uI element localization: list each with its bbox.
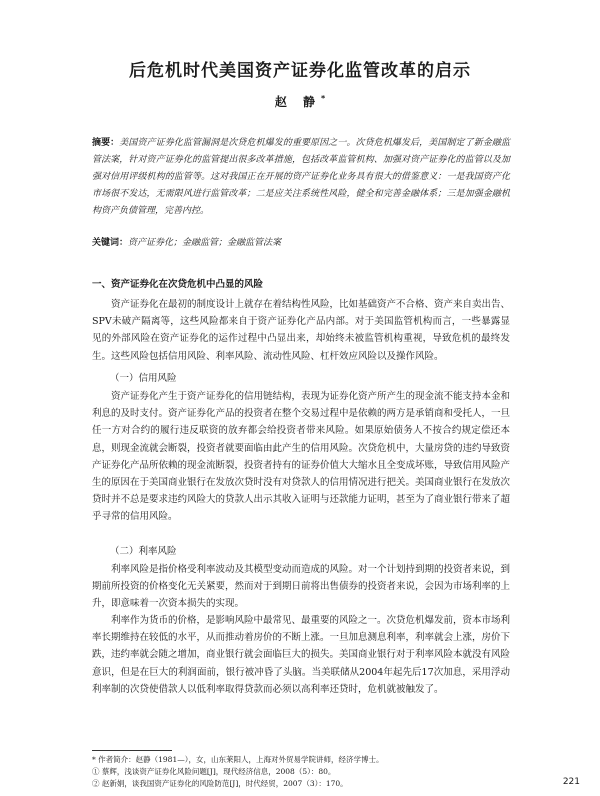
paper-title: 后危机时代美国资产证券化监管改革的启示 — [129, 61, 471, 81]
body-paragraph-3: 利率风险是指价格受利率波动及其模型变动而造成的风险。对一个计划持到期的投资者来说，到期前所投资的价格变化无关紧要，然而对于到期日前将出售债券的投资者来说，会因为市场利率的上升，即意味着一次资本损失的实现。 — [92, 564, 511, 610]
abstract — [92, 135, 510, 220]
subsection-heading-interest-rate-risk: （二）利率风险 — [110, 546, 177, 557]
abstract-label: 摘要： — [92, 138, 120, 148]
abstract-text: 美国资产证券化监管漏洞是次贷危机爆发的重要原因之一。次贷危机爆发后，美国制定了新金融监管法案，针对资产证券化的监管提出很多改革措施，包括改革监管机构、加强对资产证券化的监管以及加强对信用评级机构的监管等。这对我国正在开展的资产证券化业务具有很大的借鉴意义：一是我国资产化市场很不发达，无需限风进行监管改革；二是应关注系统性风险，健全和完善金融体系；三是加强金融机构资产负债管理，完善内控。 — [92, 138, 510, 216]
footnote-2: ② 赵新娟，谈我国资产证券化的风险防范[J]，时代经贸，2007（3）：170。 — [92, 779, 348, 788]
body-paragraph-4: 利率作为货币的价格，是影响风险中最常见、最重要的风险之一。次贷危机爆发前，资本市场利率长期维持在较低的水平，从而推动着房价的不断上涨。一旦加息测息利率，利率就会上涨，房价下跌，违约率就会随之增加，商业银行就会面临巨大的损失。美国商业银行对于利率风险本就没有风险意识，但是在巨大的利润面前，银行被冲昏了头脑。当美联储从2004年起先后17次加息，采用浮动利率制的次贷使借款人以低利率取得贷款而必须以高利率还贷时，危机就被触发了。 — [92, 615, 511, 695]
keywords-text: 资产证券化；金融监管；金融监管法案 — [128, 238, 282, 248]
author-line — [0, 93, 600, 110]
body-paragraph-1: 资产证券化在最初的制度设计上就存在着结构性风险，比如基础资产不合格、资产来自卖出告、SPV未破产隔离等，这些风险都来自于资产证券化产品内部。对于美国监管机构而言，一些暴露显见的外部风险在资产证券化的运作过程中凸显出来，却始终未被监管机构重视，导致危机的最终发生。这些风险包括信用风险、利率风险、流动性风险、杠杆效应风险以及操作风险。 — [92, 299, 511, 362]
subsection-heading-credit-risk: （一）信用风险 — [110, 373, 177, 384]
footnote-divider — [92, 750, 172, 751]
keywords-label: 关键词： — [92, 238, 129, 248]
footnote-1: ① 蔡辉，浅谈资产证券化风险问题[J]，现代经济信息，2008（5）：80。 — [92, 767, 336, 776]
author-footnote-mark: * — [321, 94, 326, 103]
author-name: 赵 静 — [274, 95, 321, 109]
body-paragraph-2: 资产证券化产生于资产证券化的信用链结构，表现为证券化资产所产生的现金流不能支持本金和利息的及时支付。资产证券化产品的投资者在整个交易过程中是依赖的两方是承销商和受托人，一旦任一方对合约的履行违反联资的放弃都会给投资者带来风险。如果原始债务人不按合约规定偿还本息，则现金流就会断裂，投资者就要面临由此产生的信用风险。次贷危机中，大量房贷的违约导致资产证券化产品所依赖的现金流断裂，投资者持有的证券价值大大缩水且全变成坏账，导致信用风险产生的原因在于美国商业银行在发放次贷时没有对贷款人的信用情况进行把关。美国商业银行在发放次贷时并不总是要求违约风险大的贷款人出示其收入证明与还款能力证明，甚至为了商业银行带来了超乎寻常的信用风险。 — [92, 391, 511, 523]
page-number: 221 — [562, 777, 580, 787]
section-heading: 一、资产证券化在次贷危机中凸显的风险 — [92, 279, 264, 290]
footnote-author: * 作者简介：赵静（1981—），女，山东莱阳人，上海对外贸易学院讲师，经济学博士。 — [92, 755, 384, 764]
keywords — [92, 235, 510, 252]
